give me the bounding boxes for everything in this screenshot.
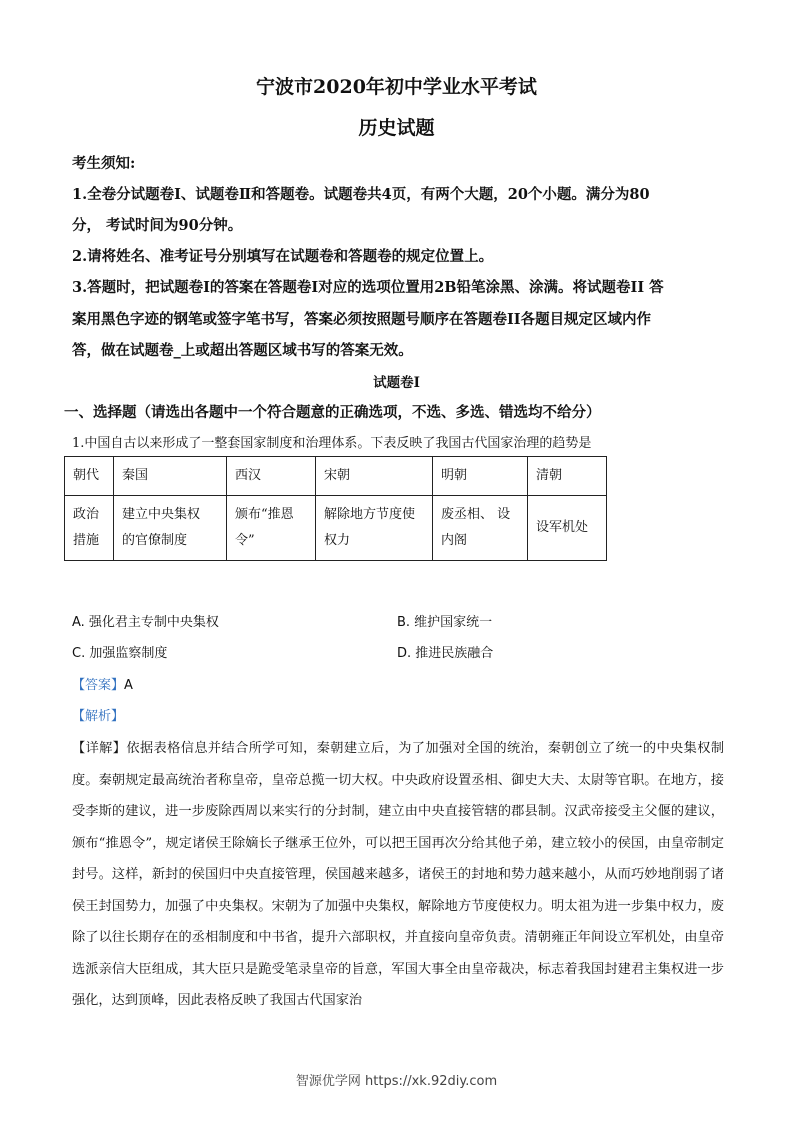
- table-cell: [433, 496, 528, 561]
- notice-line: 1.全卷分试题卷I、试题卷Ⅱ和答题卷。试题卷共4页，有两个大题，20个小题。满分为80: [72, 186, 650, 203]
- table-cell: 清朝: [528, 457, 607, 496]
- table-cell: [316, 496, 433, 561]
- subject-title: 历史试题: [358, 117, 435, 139]
- exam-title: 宁波市2020年初中学业水平考试: [256, 76, 537, 98]
- cell-line: 建立中央集权: [122, 507, 201, 522]
- notice-line: 答，做在试题卷_上或超出答题区域书写的答案无效。: [72, 342, 413, 359]
- table-cell: [227, 496, 316, 561]
- option-b: B. 维护国家统一: [397, 615, 493, 630]
- cell-line: 颁布“推恩: [235, 507, 294, 522]
- notice-line: 分， 考试时间为90分钟。: [72, 217, 243, 234]
- option-c: C. 加强监察制度: [72, 646, 168, 661]
- notice-line: 2.请将姓名、准考证号分别填写在试题卷和答题卷的规定位置上。: [72, 248, 494, 265]
- section-heading: 一、选择题（请选出各题中一个符合题意的正确选项，不选、多选、错选均不给分）: [64, 404, 601, 421]
- paper-label: 试题卷I: [373, 375, 420, 391]
- table-cell: 朝代: [65, 457, 114, 496]
- table-cell: 秦国: [114, 457, 227, 496]
- cell-line: 令”: [235, 533, 255, 548]
- cell-line: 权力: [324, 533, 351, 548]
- cell-line: 的官僚制度: [122, 533, 188, 548]
- option-d: D. 推进民族融合: [397, 646, 494, 661]
- detail-paragraph: [72, 733, 724, 1017]
- detail-tag: 【详解】: [72, 741, 127, 756]
- answer-tag: 【答案】: [72, 678, 125, 693]
- notice-heading: 考生须知:: [72, 155, 136, 172]
- table-row: [65, 496, 607, 561]
- table-cell: [65, 496, 114, 561]
- watermark-footer: 智源优学网 https://xk.92diy.com: [295, 1074, 498, 1089]
- notice-line: 案用黑色字迹的钢笔或签字笔书写，答案必须按照题号顺序在答题卷II各题目规定区域内作: [72, 311, 652, 328]
- cell-line: 内阁: [441, 533, 468, 548]
- table-cell: 明朝: [433, 457, 528, 496]
- table-row: [65, 457, 607, 496]
- table-cell: 西汉: [227, 457, 316, 496]
- table-cell: 宋朝: [316, 457, 433, 496]
- answer-value: A: [124, 678, 133, 693]
- cell-line: 措施: [73, 533, 100, 548]
- option-a: A. 强化君主专制中央集权: [72, 615, 219, 630]
- cell-line: 解除地方节度使: [324, 507, 416, 522]
- notice-line: 3.答题时，把试题卷I的答案在答题卷I对应的选项位置用2B铅笔涂黑、涂满。将试题卷II 答: [72, 279, 664, 296]
- cell-line: 政治: [73, 507, 100, 522]
- question-stem: 1.中国自古以来形成了一整套国家制度和治理体系。下表反映了我国古代国家治理的趋势是: [72, 436, 592, 451]
- answer-line: [72, 674, 133, 693]
- table-cell: 设军机处: [528, 496, 607, 561]
- analysis-tag: 【解析】: [72, 709, 125, 724]
- cell-line: 废丞相、 设: [441, 507, 511, 522]
- governance-table: [64, 456, 607, 561]
- detail-text: 依据表格信息并结合所学可知，秦朝建立后，为了加强对全国的统治，秦朝创立了统一的中央集权制度。秦朝规定最高统治者称皇帝，皇帝总揽一切大权。中央政府设置丞相、御史大夫、太尉等官职。在地方，接受李斯的建议，进一步废除西周以来实行的分封制，建立由中央直接管辖的郡县制。汉武帝接受主父偃的建议，颁布“推恩令”，规定诸侯王除嫡长子继承王位外，可以把王国再次分给其他子弟，建立较小的侯国，由皇帝制定封号。这样，新封的侯国归中央直接管理，侯国越来越多，诸侯王的封地和势力越来越小，从而巧妙地削弱了诸侯王封国势力，加强了中央集权。宋朝为了加强中央集权，解除地方节度使权力。明太祖为进一步集中权力，废除了以往长期存在的丞相制度和中书省，提升六部职权，并直接向皇帝负责。清朝雍正年间设立军机处，由皇帝选派亲信大臣组成，其大臣只是跪受笔录皇帝的旨意，军国大事全由皇帝裁决，标志着我国封建君主集权进一步强化，达到顶峰，因此表格反映了我国古代国家治: [72, 741, 725, 1008]
- table-cell: [114, 496, 227, 561]
